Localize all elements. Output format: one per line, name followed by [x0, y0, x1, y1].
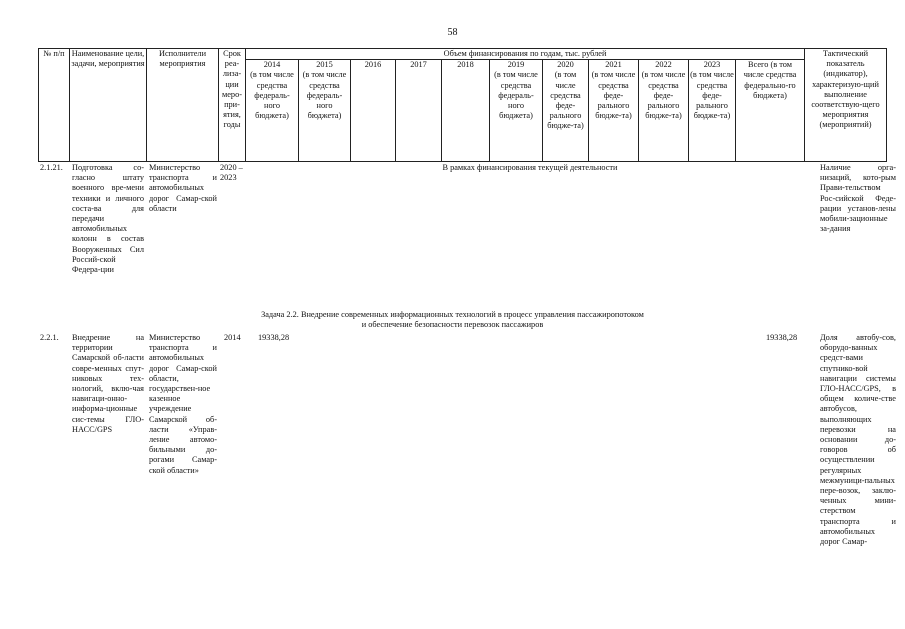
year-2021-header: 2021 (в том числе средства феде-рального бюдже-та): [589, 60, 639, 162]
row-indicator: Доля автобу-сов, оборудо-ванных средст-вами спутнико-вой навигации системы ГЛО-НАСС/GPS, в общем количе-стве автобусов, выполняющих перевозки на основании до-говоров об осуществлении регулярных межмуници-пальных пере-возок, заклю-ченных мини-стерством транспорта и автомобильных дорог Самар-: [820, 333, 896, 547]
task-heading-line2: и обеспечение безопасности перевозок пассажиров: [361, 320, 544, 330]
row-name: Внедрение на территории Самарской об-ласти совре-менных спут-никовых тех-нологий, вклю-чая навигаци-онно-информа-ционные сис-темы ГЛО-НАСС/GPS: [72, 333, 144, 434]
row-name: Подготовка со-гласно штату военного вре-мени техники и личного соста-ва для передачи автомобильных колонн в состав Вооруженных Сил Россий-ской Федера-ции: [72, 163, 144, 275]
col-num-header: № п/п: [39, 49, 70, 162]
row-term: 2014: [224, 333, 241, 342]
task-heading-line1: Задача 2.2. Внедрение современных информационных технологий в процесс управления пассажиропотоком: [261, 310, 644, 319]
year-2023-header: 2023 (в том числе средства феде-рального бюдже-та): [689, 60, 736, 162]
page-number: 58: [447, 27, 458, 38]
year-2020-header: 2020 (в том числе средства феде-рального бюдже-та): [543, 60, 589, 162]
year-2014-header: 2014 (в том числе средства федераль-ного бюджета): [246, 60, 299, 162]
col-term-header: Срок реа-лиза-ции меро-при-ятия, годы: [219, 49, 246, 162]
row-num: 2.1.21.: [40, 163, 63, 172]
funding-group-header: Объем финансирования по годам, тыс. рублей: [246, 49, 805, 60]
amount-2014: 19338,28: [258, 333, 290, 342]
col-executors-header: Исполнители мероприятия: [147, 49, 219, 162]
year-2019-header: 2019 (в том числе средства федераль-ного бюджета): [490, 60, 543, 162]
col-name-header: Наименование цели, задачи, мероприятия: [70, 49, 147, 162]
amount-total: 19338,28: [766, 333, 798, 342]
col-indicator-header: Тактический показатель (индикатор), характеризую-щий выполнение соответствую-щего мероприятия (мероприятий): [805, 49, 887, 162]
funding-table-header: [38, 48, 887, 162]
row-term: 2020 – 2023: [220, 163, 243, 183]
row-executor: Министерство транспорта и автомобильных дорог Самар-ской области: [149, 163, 217, 213]
year-2015-header: 2015 (в том числе средства федераль-ного бюджета): [299, 60, 351, 162]
col-total-header: Всего (в том числе средства федерально-го бюджета): [736, 60, 805, 162]
table-row: [38, 333, 900, 623]
task-heading: [0, 310, 905, 330]
funding-note: В рамках финансирования текущей деятельности: [442, 163, 618, 172]
row-indicator: Наличие орга-низаций, кото-рым Прави-тельством Рос-сийской Феде-рации установ-лены мобили-зационные за-дания: [820, 163, 896, 234]
row-executor: Министерство транспорта и автомобильных дорог Самар-ской области, государствен-ное казенное учреждение Самарской об-ласти «Управ-ление автомо-бильными до-рогами Самар-ской области»: [149, 333, 217, 475]
year-2017-header: 2017: [396, 60, 442, 162]
row-num: 2.2.1.: [40, 333, 59, 342]
year-2022-header: 2022 (в том числе средства феде-рального бюдже-та): [639, 60, 689, 162]
year-2018-header: 2018: [442, 60, 490, 162]
year-2016-header: 2016: [351, 60, 396, 162]
table-row: [38, 163, 900, 303]
